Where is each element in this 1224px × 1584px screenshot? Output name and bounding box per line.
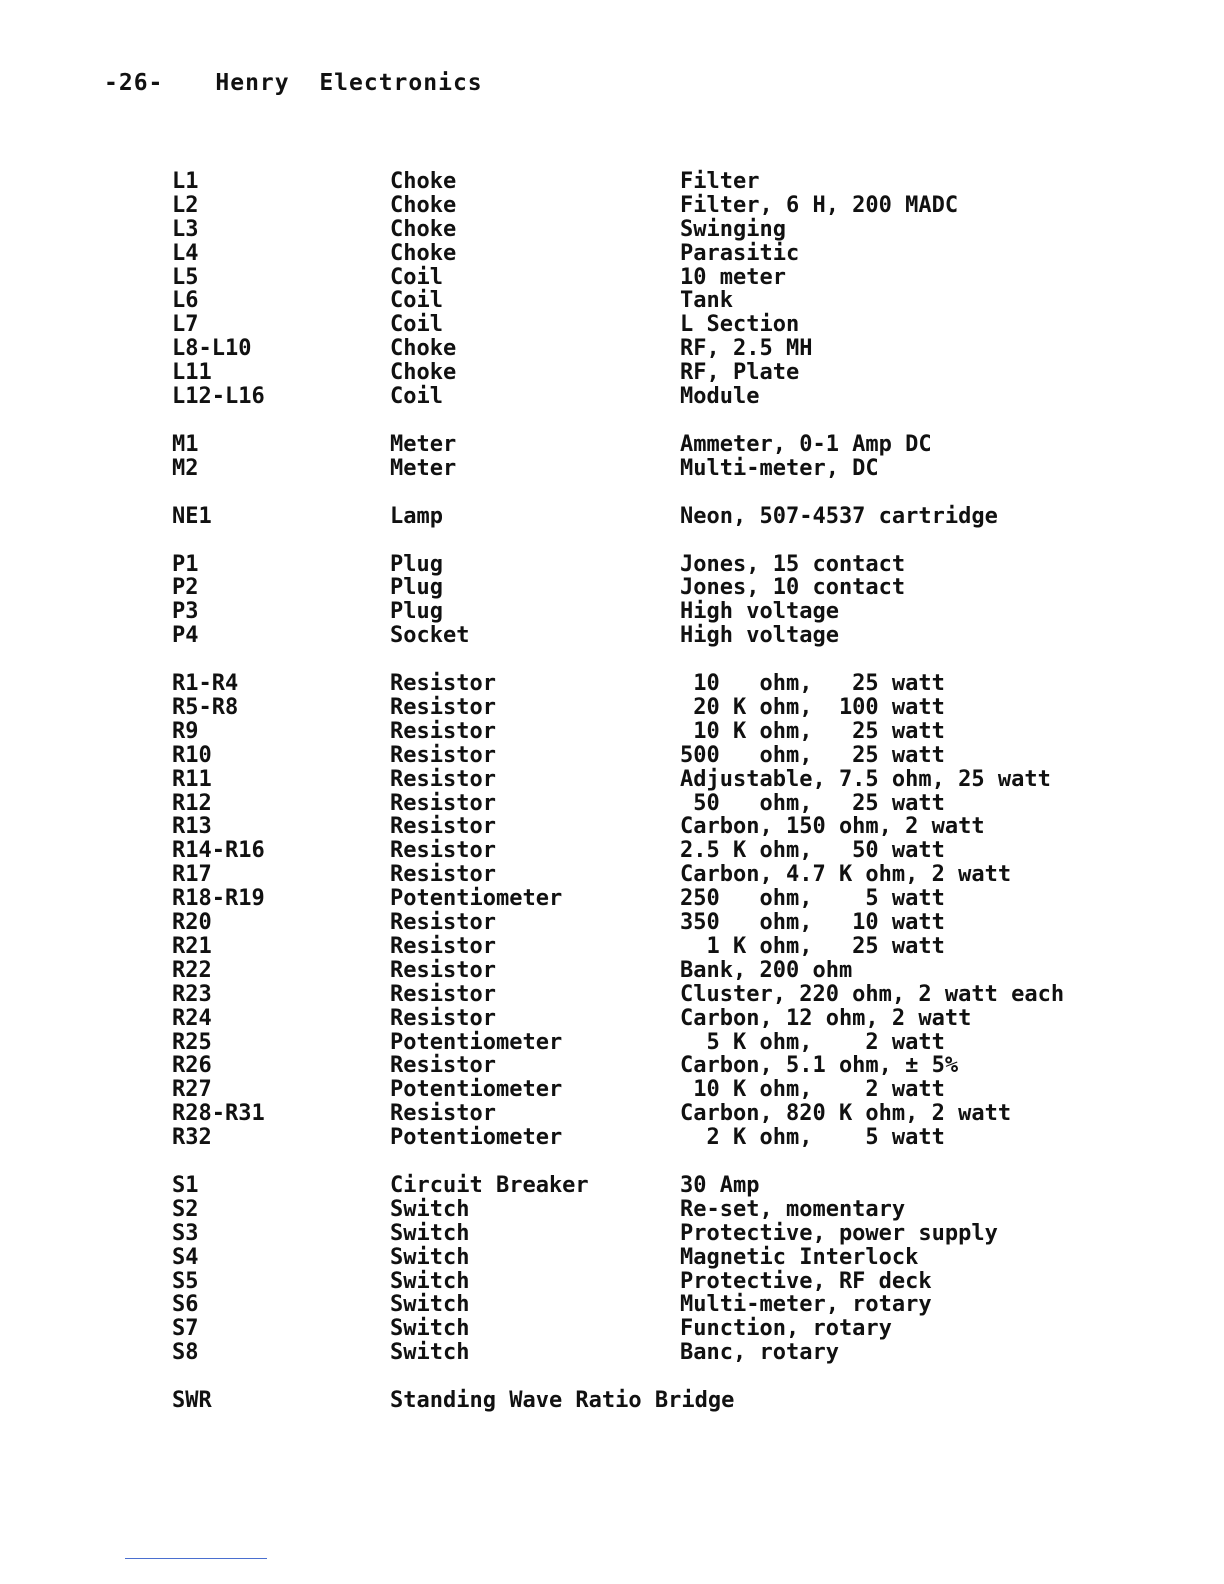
parts-group <box>172 553 1172 649</box>
part-type: Switch <box>390 1244 470 1270</box>
part-type: Resistor <box>390 1005 496 1031</box>
part-ref: R18-R19 <box>172 886 265 912</box>
part-description: Module <box>680 384 760 410</box>
part-row <box>172 1317 1172 1341</box>
part-ref: L5 <box>172 264 199 290</box>
part-row <box>172 1293 1172 1317</box>
part-type: Choke <box>390 336 457 362</box>
parts-list <box>172 170 1172 1437</box>
part-description: 250 ohm, 5 watt <box>680 886 945 912</box>
part-type: Meter <box>390 431 457 457</box>
part-type: Lamp <box>390 503 443 529</box>
part-description: RF, Plate <box>680 360 800 386</box>
part-type: Choke <box>390 360 457 386</box>
part-row <box>172 505 1172 529</box>
part-type: Resistor <box>390 814 496 840</box>
part-ref: M2 <box>172 455 199 481</box>
part-type: Socket <box>390 623 470 649</box>
part-description: Filter <box>680 169 760 194</box>
part-row <box>172 839 1172 863</box>
part-description: Neon, 507-4537 cartridge <box>680 503 998 529</box>
part-ref: L7 <box>172 312 199 338</box>
part-description: 20 K ohm, 100 watt <box>680 695 945 721</box>
part-ref: S3 <box>172 1220 199 1246</box>
part-type: Resistor <box>390 910 496 936</box>
part-row <box>172 457 1172 481</box>
part-description: 10 meter <box>680 264 786 290</box>
part-type: Coil <box>390 384 443 410</box>
part-row <box>172 1126 1172 1150</box>
part-row <box>172 1078 1172 1102</box>
part-row <box>172 1031 1172 1055</box>
part-ref: R5-R8 <box>172 695 239 721</box>
part-row <box>172 768 1172 792</box>
part-type: Resistor <box>390 695 496 721</box>
part-type: Resistor <box>390 981 496 1007</box>
part-ref: R24 <box>172 1005 212 1031</box>
part-ref: R1-R4 <box>172 671 239 697</box>
part-ref: S7 <box>172 1316 199 1342</box>
part-description: Multi-meter, DC <box>680 455 879 481</box>
part-row <box>172 1174 1172 1198</box>
part-type: Plug <box>390 551 443 577</box>
part-ref: R23 <box>172 981 212 1007</box>
part-description: Jones, 15 contact <box>680 551 906 577</box>
part-ref: R28-R31 <box>172 1101 265 1127</box>
part-description: Ammeter, 0-1 Amp DC <box>680 431 932 457</box>
part-ref: M1 <box>172 431 199 457</box>
part-ref: P4 <box>172 623 199 649</box>
part-ref: R13 <box>172 814 212 840</box>
part-type: Potentiometer <box>390 886 563 912</box>
part-row <box>172 1007 1172 1031</box>
part-row <box>172 744 1172 768</box>
part-type: Coil <box>390 312 443 338</box>
part-description <box>680 1389 1172 1413</box>
part-row <box>172 624 1172 648</box>
footer-rule <box>125 1558 267 1559</box>
part-type: Resistor <box>390 1053 496 1079</box>
part-description: Parasitic <box>680 240 800 266</box>
part-description: Bank, 200 ohm <box>680 957 853 983</box>
part-ref: R22 <box>172 957 212 983</box>
part-ref: R14-R16 <box>172 838 265 864</box>
part-type: Resistor <box>390 933 496 959</box>
part-row <box>172 218 1172 242</box>
part-description: Re-set, momentary <box>680 1196 906 1222</box>
part-description: 10 K ohm, 2 watt <box>680 1077 945 1103</box>
part-type: Choke <box>390 192 457 218</box>
part-description: Carbon, 5.1 ohm, ± 5% <box>680 1053 959 1079</box>
part-row <box>172 1198 1172 1222</box>
part-row <box>172 553 1172 577</box>
part-description: Adjustable, 7.5 ohm, 25 watt <box>680 766 1051 792</box>
part-row <box>172 696 1172 720</box>
part-type: Standing Wave Ratio Bridge <box>390 1388 735 1414</box>
part-row <box>172 266 1172 290</box>
part-row <box>172 1270 1172 1294</box>
part-type: Potentiometer <box>390 1125 563 1151</box>
part-row <box>172 433 1172 457</box>
parts-group <box>172 1174 1172 1365</box>
part-row <box>172 1054 1172 1078</box>
part-description: Filter, 6 H, 200 MADC <box>680 192 959 218</box>
part-row <box>172 911 1172 935</box>
part-ref: L11 <box>172 360 212 386</box>
parts-group <box>172 672 1172 1150</box>
part-description: L Section <box>680 312 800 338</box>
part-type: Resistor <box>390 1101 496 1127</box>
part-ref: R9 <box>172 718 199 744</box>
part-type: Coil <box>390 264 443 290</box>
part-type: Choke <box>390 216 457 242</box>
part-description: 10 K ohm, 25 watt <box>680 718 945 744</box>
part-row <box>172 337 1172 361</box>
part-description: Multi-meter, rotary <box>680 1292 932 1318</box>
part-description: Carbon, 150 ohm, 2 watt <box>680 814 985 840</box>
part-type: Plug <box>390 599 443 625</box>
part-type: Resistor <box>390 766 496 792</box>
part-description: Protective, power supply <box>680 1220 998 1246</box>
part-ref: R25 <box>172 1029 212 1055</box>
part-row <box>172 983 1172 1007</box>
part-ref: P2 <box>172 575 199 601</box>
part-type: Resistor <box>390 718 496 744</box>
part-row <box>172 792 1172 816</box>
part-row <box>172 576 1172 600</box>
part-ref: L4 <box>172 240 199 266</box>
part-type: Resistor <box>390 957 496 983</box>
part-type: Resistor <box>390 671 496 697</box>
part-ref: P1 <box>172 551 199 577</box>
part-description: 2 K ohm, 5 watt <box>680 1125 945 1151</box>
part-description: 5 K ohm, 2 watt <box>680 1029 945 1055</box>
page-header <box>104 70 483 96</box>
part-ref: L2 <box>172 192 199 218</box>
part-row <box>172 1389 1172 1413</box>
part-ref: R21 <box>172 933 212 959</box>
part-row <box>172 887 1172 911</box>
part-row <box>172 289 1172 313</box>
part-row <box>172 242 1172 266</box>
part-ref: L3 <box>172 216 199 242</box>
part-ref: S5 <box>172 1268 199 1294</box>
part-ref: S6 <box>172 1292 199 1318</box>
part-row <box>172 170 1172 194</box>
part-row <box>172 1341 1172 1365</box>
part-description: Carbon, 4.7 K ohm, 2 watt <box>680 862 1012 888</box>
part-type: Potentiometer <box>390 1077 563 1103</box>
part-row <box>172 361 1172 385</box>
part-row <box>172 672 1172 696</box>
parts-group <box>172 1389 1172 1413</box>
part-type: Resistor <box>390 790 496 816</box>
part-row <box>172 194 1172 218</box>
part-description: Magnetic Interlock <box>680 1244 919 1270</box>
page-number: -26- <box>104 70 164 96</box>
part-description: 350 ohm, 10 watt <box>680 910 945 936</box>
part-description: Swinging <box>680 216 786 242</box>
part-ref: L8-L10 <box>172 336 252 362</box>
part-type: Resistor <box>390 838 496 864</box>
part-type: Resistor <box>390 742 496 768</box>
part-type: Switch <box>390 1340 470 1366</box>
part-ref: R10 <box>172 742 212 768</box>
part-ref: R11 <box>172 766 212 792</box>
part-type: Resistor <box>390 862 496 888</box>
part-description: 500 ohm, 25 watt <box>680 742 945 768</box>
part-ref: L1 <box>172 169 199 194</box>
part-type: Switch <box>390 1220 470 1246</box>
parts-group <box>172 170 1172 409</box>
part-row <box>172 385 1172 409</box>
part-ref: R20 <box>172 910 212 936</box>
page-title: Henry Electronics <box>215 70 483 96</box>
part-description: 10 ohm, 25 watt <box>680 671 945 697</box>
part-description: Banc, rotary <box>680 1340 839 1366</box>
part-ref: NE1 <box>172 503 212 529</box>
part-ref: S4 <box>172 1244 199 1270</box>
part-type: Coil <box>390 288 443 314</box>
part-type: Choke <box>390 169 457 194</box>
part-ref: R32 <box>172 1125 212 1151</box>
part-description: Cluster, 220 ohm, 2 watt each <box>680 981 1065 1007</box>
part-type: Plug <box>390 575 443 601</box>
part-type: Choke <box>390 240 457 266</box>
part-row <box>172 863 1172 887</box>
part-type: Switch <box>390 1268 470 1294</box>
part-ref: R27 <box>172 1077 212 1103</box>
part-type: Switch <box>390 1196 470 1222</box>
part-description: 50 ohm, 25 watt <box>680 790 945 816</box>
part-row <box>172 720 1172 744</box>
part-type: Potentiometer <box>390 1029 563 1055</box>
part-row <box>172 313 1172 337</box>
part-ref: L12-L16 <box>172 384 265 410</box>
part-ref: R26 <box>172 1053 212 1079</box>
parts-group <box>172 505 1172 529</box>
part-ref: P3 <box>172 599 199 625</box>
part-description: 1 K ohm, 25 watt <box>680 933 945 959</box>
part-ref: S8 <box>172 1340 199 1366</box>
part-description: Jones, 10 contact <box>680 575 906 601</box>
part-row <box>172 959 1172 983</box>
part-description: 30 Amp <box>680 1172 760 1198</box>
parts-group <box>172 433 1172 481</box>
part-ref: L6 <box>172 288 199 314</box>
part-ref: S2 <box>172 1196 199 1222</box>
part-row <box>172 815 1172 839</box>
part-ref: R17 <box>172 862 212 888</box>
part-ref: R12 <box>172 790 212 816</box>
part-type: Switch <box>390 1292 470 1318</box>
part-description: 2.5 K ohm, 50 watt <box>680 838 945 864</box>
part-description: RF, 2.5 MH <box>680 336 813 362</box>
part-ref: SWR <box>172 1388 212 1414</box>
part-ref: S1 <box>172 1172 199 1198</box>
part-row <box>172 1102 1172 1126</box>
part-type: Switch <box>390 1316 470 1342</box>
part-row <box>172 1222 1172 1246</box>
part-description: Tank <box>680 288 733 314</box>
part-description: Function, rotary <box>680 1316 892 1342</box>
part-description: Carbon, 820 K ohm, 2 watt <box>680 1101 1012 1127</box>
part-description: High voltage <box>680 599 839 625</box>
part-description: Carbon, 12 ohm, 2 watt <box>680 1005 972 1031</box>
part-type: Meter <box>390 455 457 481</box>
part-description: Protective, RF deck <box>680 1268 932 1294</box>
part-row <box>172 1246 1172 1270</box>
part-description: High voltage <box>680 623 839 649</box>
part-row <box>172 935 1172 959</box>
part-row <box>172 600 1172 624</box>
part-type: Circuit Breaker <box>390 1172 589 1198</box>
